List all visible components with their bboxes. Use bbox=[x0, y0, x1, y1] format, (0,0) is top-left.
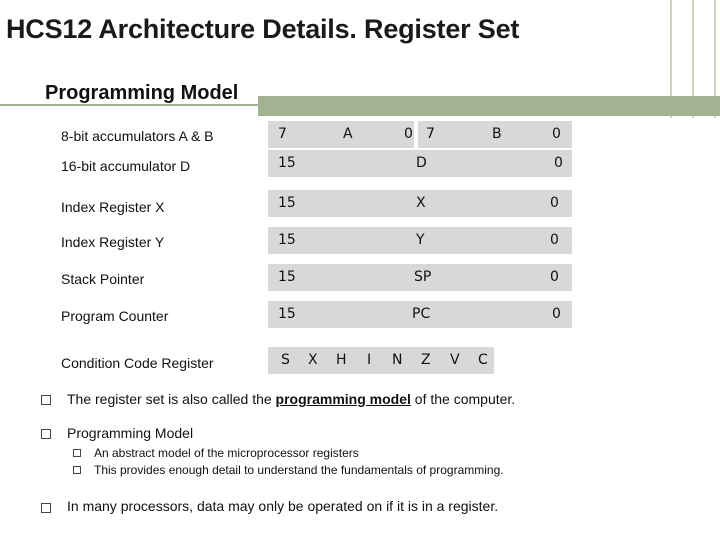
register-label-ab: 8-bit accumulators A & B bbox=[61, 128, 214, 144]
register-name: SP bbox=[414, 269, 432, 285]
bullet-text: In many processors, data may only be operated on if it is in a register. bbox=[67, 498, 499, 514]
bit-index: 7 bbox=[426, 126, 435, 142]
bullet-square-icon bbox=[41, 395, 51, 405]
ccr-bit: Z bbox=[421, 352, 431, 368]
bit-index: 15 bbox=[278, 306, 296, 322]
ccr-bit: C bbox=[478, 352, 488, 368]
bit-index: 0 bbox=[550, 195, 559, 211]
bit-index: 0 bbox=[554, 155, 563, 171]
ccr-bit: S bbox=[281, 352, 290, 368]
register-name: Y bbox=[416, 232, 425, 248]
register-b-bar bbox=[418, 121, 572, 148]
register-label-pc: Program Counter bbox=[61, 308, 169, 324]
sub-bullet-square-icon bbox=[73, 449, 81, 457]
bit-index: 15 bbox=[278, 232, 296, 248]
ccr-bit: V bbox=[450, 352, 460, 368]
bit-index: 0 bbox=[550, 232, 559, 248]
bit-index: 15 bbox=[278, 269, 296, 285]
register-name: X bbox=[416, 195, 426, 211]
register-name: D bbox=[416, 155, 427, 171]
bullet-square-icon bbox=[41, 429, 51, 439]
register-ccr-bar bbox=[268, 347, 494, 374]
bullet-square-icon bbox=[41, 503, 51, 513]
bullet-text bbox=[67, 391, 515, 407]
bit-index: 15 bbox=[278, 155, 296, 171]
bit-index: 0 bbox=[404, 126, 413, 142]
section-heading: Programming Model bbox=[45, 82, 239, 104]
register-sp-bar bbox=[268, 264, 572, 291]
register-label-d: 16-bit accumulator D bbox=[61, 158, 191, 174]
register-label-ccr: Condition Code Register bbox=[61, 355, 214, 371]
register-label-y: Index Register Y bbox=[61, 234, 165, 250]
register-name: B bbox=[492, 126, 502, 142]
register-x-bar bbox=[268, 190, 572, 217]
register-label-x: Index Register X bbox=[61, 199, 165, 215]
decorative-band bbox=[258, 96, 720, 116]
sub-bullet-text: An abstract model of the microprocessor registers bbox=[94, 446, 359, 460]
bit-index: 0 bbox=[552, 306, 561, 322]
sub-bullet-square-icon bbox=[73, 466, 81, 474]
ccr-bit: X bbox=[308, 352, 318, 368]
slide-title: HCS12 Architecture Details. Register Set bbox=[6, 14, 520, 44]
register-pc-bar bbox=[268, 301, 572, 328]
sub-bullet-text: This provides enough detail to understand the fundamentals of programming. bbox=[94, 463, 504, 477]
bullet-text-part: The register set is also called the bbox=[67, 391, 276, 407]
ccr-bit: N bbox=[392, 352, 403, 368]
register-y-bar bbox=[268, 227, 572, 254]
emphasized-term: programming model bbox=[275, 391, 411, 407]
bit-index: 15 bbox=[278, 195, 296, 211]
ccr-bit: I bbox=[367, 352, 372, 368]
bit-index: 0 bbox=[550, 269, 559, 285]
register-name: PC bbox=[412, 306, 431, 322]
bit-index: 7 bbox=[278, 126, 287, 142]
register-d-bar bbox=[268, 150, 572, 177]
register-name: A bbox=[343, 126, 353, 142]
ccr-bit: H bbox=[336, 352, 347, 368]
bit-index: 0 bbox=[552, 126, 561, 142]
register-label-sp: Stack Pointer bbox=[61, 271, 145, 287]
register-a-bar bbox=[268, 121, 414, 148]
bullet-text: Programming Model bbox=[67, 425, 194, 441]
bullet-text-part: of the computer. bbox=[410, 391, 516, 407]
